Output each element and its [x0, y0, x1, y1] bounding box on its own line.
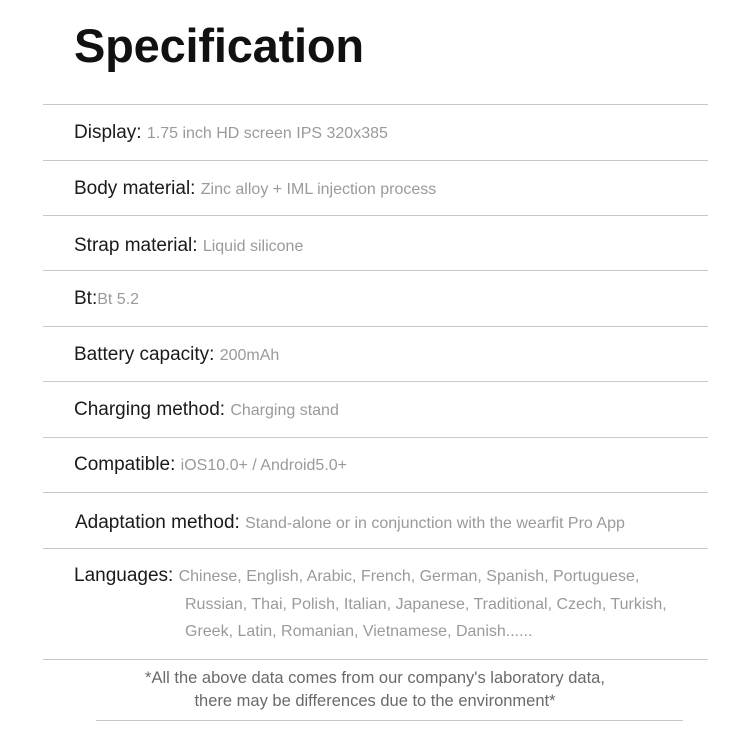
- spec-value: Zinc alloy + IML injection process: [200, 181, 437, 198]
- divider: [43, 160, 708, 161]
- spec-value: Bt 5.2: [97, 291, 140, 308]
- spec-value: Stand-alone or in conjunction with the wearfit Pro App: [245, 515, 625, 532]
- disclaimer-line: *All the above data comes from our company's laboratory data,: [145, 669, 605, 687]
- spec-value: 200mAh: [219, 347, 280, 364]
- spec-value: Charging stand: [230, 402, 339, 419]
- spec-value: Liquid silicone: [202, 238, 304, 255]
- disclaimer: [60, 667, 690, 713]
- divider: [43, 437, 708, 438]
- spec-label: Adaptation method:: [75, 512, 246, 533]
- spec-label: Battery capacity:: [74, 344, 220, 365]
- spec-row-body-material: [74, 176, 436, 203]
- spec-row-battery: [74, 342, 279, 369]
- page-title: Specification: [74, 19, 364, 72]
- spec-row-charging: [74, 397, 339, 424]
- spec-row-display: [74, 120, 388, 147]
- language-list-line: Chinese, English, Arabic, French, German, Spanish, Portuguese,: [178, 568, 640, 585]
- spec-row-bt: [74, 286, 139, 313]
- spec-label: Charging method:: [74, 399, 231, 420]
- divider: [43, 548, 708, 549]
- divider: [43, 104, 708, 105]
- spec-label: Display:: [74, 122, 147, 143]
- spec-label: Compatible:: [74, 454, 181, 475]
- spec-label: Bt:: [74, 288, 98, 309]
- spec-label: Body material:: [74, 178, 201, 199]
- spec-row-compatible: [74, 452, 347, 479]
- divider: [43, 270, 708, 271]
- divider: [43, 215, 708, 216]
- spec-value: 1.75 inch HD screen IPS 320x385: [146, 125, 388, 142]
- spec-value: iOS10.0+ / Android5.0+: [180, 457, 348, 474]
- divider: [43, 381, 708, 382]
- language-list-line: Russian, Thai, Polish, Italian, Japanese, Traditional, Czech, Turkish,: [185, 595, 667, 613]
- spec-row-strap-material: [74, 233, 303, 260]
- language-list-line: Greek, Latin, Romanian, Vietnamese, Danish......: [185, 623, 533, 640]
- divider: [43, 492, 708, 493]
- spec-row-adaptation: [75, 510, 625, 537]
- divider: [96, 720, 683, 721]
- spec-row-languages: [74, 562, 714, 646]
- spec-label: Languages:: [74, 565, 179, 586]
- divider: [43, 326, 708, 327]
- disclaimer-line: there may be differences due to the environment*: [194, 692, 556, 710]
- spec-label: Strap material:: [74, 235, 203, 256]
- divider: [43, 659, 708, 660]
